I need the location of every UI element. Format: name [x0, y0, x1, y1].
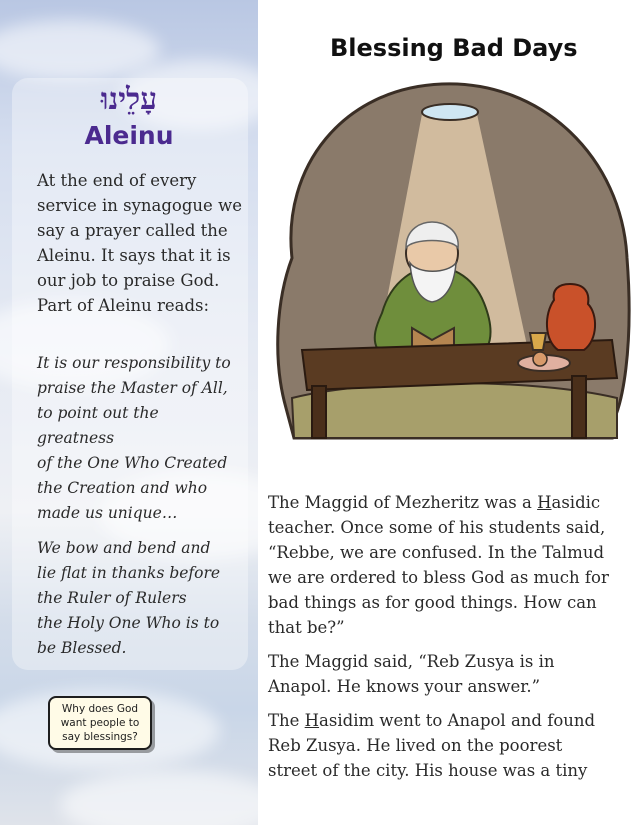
- story-text: The Maggid of Mezheritz was a: [268, 493, 538, 512]
- cloud-decoration: [0, 20, 160, 80]
- cave-illustration: [272, 78, 634, 478]
- question-callout: Why does God want people to say blessings?: [48, 696, 152, 750]
- quote-line: of the One Who Created: [37, 454, 228, 472]
- jug-shape: [547, 284, 595, 350]
- underlined-letter: H: [537, 493, 552, 512]
- sidebar: [0, 0, 258, 825]
- quote-line: greatness: [37, 429, 115, 447]
- table-leg-shape: [572, 376, 586, 438]
- quote-line: We bow and bend and: [37, 539, 211, 557]
- prayer-quote-1: [37, 351, 247, 526]
- story-paragraph-2: The Maggid said, “Reb Zusya is in Anapol. He knows your answer.”: [268, 652, 555, 696]
- story-paragraph-1: [268, 490, 613, 640]
- cloud-decoration: [60, 770, 258, 825]
- prayer-quote-2: [37, 536, 247, 661]
- page-title: Blessing Bad Days: [330, 34, 578, 62]
- table-leg-shape: [312, 386, 326, 438]
- aleinu-title: Aleinu: [84, 121, 174, 150]
- cave-floor-shape: [292, 383, 617, 438]
- hebrew-title: עָלֵינוּ: [100, 82, 158, 117]
- quote-line: the Creation and who: [37, 479, 208, 497]
- cave-opening-shape: [422, 104, 478, 120]
- quote-line: It is our responsibility to: [37, 354, 231, 372]
- cup-shape: [530, 333, 546, 350]
- quote-line: be Blessed.: [37, 639, 127, 657]
- quote-line: the Holy One Who is to: [37, 614, 220, 632]
- story-paragraph-3: [268, 708, 613, 783]
- intro-paragraph: At the end of every service in synagogue we say a prayer called the Aleinu. It says that it is our job to praise God. Part of Aleinu reads:: [37, 171, 242, 315]
- quote-line: to point out the: [37, 404, 159, 422]
- story-text: asidic teacher. Once some of his students said, “Rebbe, we are confused. In the Talmud we are ordered to bless God as much for bad things as for good things. How can that be?”: [268, 493, 609, 637]
- story-text: The: [268, 711, 305, 730]
- quote-line: made us unique…: [37, 504, 178, 522]
- bread-shape: [533, 352, 547, 366]
- story-text: asidim went to Anapol and found Reb Zusya. He lived on the poorest street of the city. His house was a tiny: [268, 711, 596, 780]
- quote-line: the Ruler of Rulers: [37, 589, 187, 607]
- quote-line: praise the Master of All,: [37, 379, 228, 397]
- quote-line: lie flat in thanks before: [37, 564, 221, 582]
- underlined-letter: H: [304, 711, 320, 730]
